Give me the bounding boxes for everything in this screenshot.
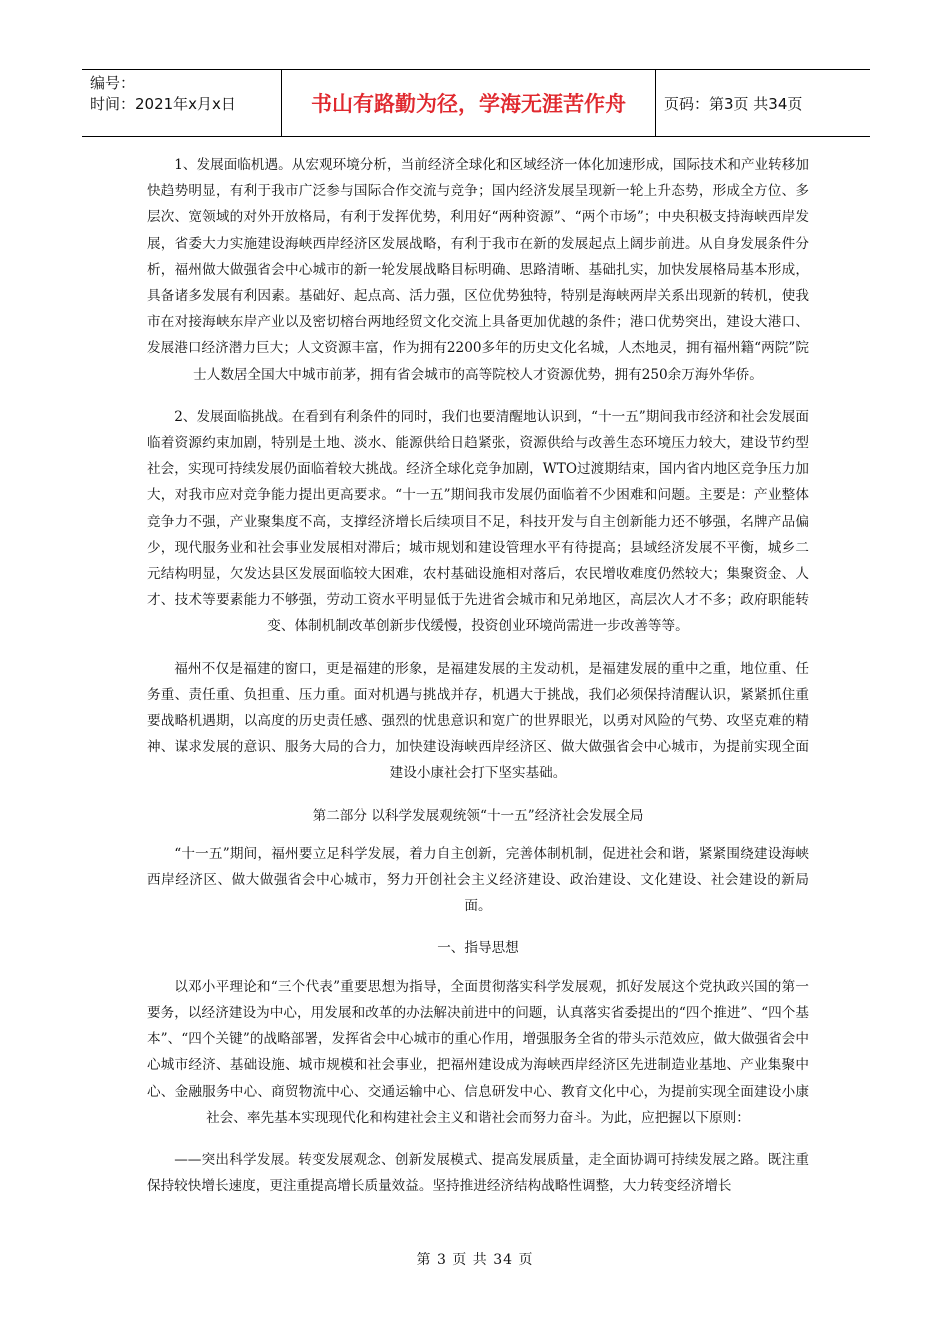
section-heading: 一、指导思想 bbox=[437, 940, 519, 957]
header-table bbox=[82, 69, 870, 137]
document-body bbox=[147, 152, 809, 1215]
page-footer: 第 3 页 共 34 页 bbox=[416, 1252, 534, 1268]
paragraph-opportunity: 1、发展面临机遇。从宏观环境分析，当前经济全球化和区域经济一体化加速形成，国际技术和产业转移加快趋势明显，有利于我市广泛参与国际合作交流与竞争；国内经济发展呈现新一轮上升态势，形成全方位、多层次、宽领域的对外开放格局，有利于发挥优势，利用好“两种资源”、“两个市场”；中央积极支持海峡西岸发展，省委大力实施建设海峡西岸经济区发展战略，有利于我市在新的发展起点上阔步前进。从自身发展条件分析，福州做大做强省会中心城市的新一轮发展战略目标明确、思路清晰、基础扎实，加快发展格局基本形成，具备诸多发展有利因素。基础好、起点高、活力强，区位优势独特，特别是海峡两岸关系出现新的转机，使我市在对接海峡东岸产业以及密切榕台两地经贸文化交流上具备更加优越的条件；港口优势突出，建设大港口、发展港口经济潜力巨大；人文资源丰富，作为拥有2200多年的历史文化名城，人杰地灵，拥有福州籍“两院”院士人数居全国大中城市前茅，拥有省会城市的高等院校人才资源优势，拥有250余万海外华侨。 bbox=[147, 157, 809, 383]
part-heading: 第二部分 以科学发展观统领“十一五”经济社会发展全局 bbox=[312, 807, 644, 824]
header-meta bbox=[82, 70, 282, 136]
header-motto: 书山有路勤为径，学海无涯苦作舟 bbox=[282, 70, 656, 136]
serial-label: 编号： bbox=[90, 74, 136, 92]
paragraph-guiding-thought: 以邓小平理论和“三个代表”重要思想为指导，全面贯彻落实科学发展观，抓好发展这个党执政兴国的第一要务，以经济建设为中心，用发展和改革的办法解决前进中的问题，认真落实省委提出的“四个推进”、“四个基本”、“四个关键”的战略部署，发挥省会中心城市的重心作用，增强服务全省的带头示范效应，做大做强省会中心城市经济、基础设施、城市规模和社会事业，把福州建设成为海峡西岸经济区先进制造业基地、产业集聚中心、金融服务中心、商贸物流中心、交通运输中心、信息研发中心、教育文化中心，为提前实现全面建设小康社会、率先基本实现现代化和构建社会主义和谐社会而努力奋斗。为此，应把握以下原则： bbox=[147, 978, 809, 1126]
paragraph-part-intro: “十一五”期间，福州要立足科学发展，着力自主创新，完善体制机制，促进社会和谐，紧紧围绕建设海峡西岸经济区、做大做强省会中心城市，努力开创社会主义经济建设、政治建设、文化建设、社会建设的新局面。 bbox=[147, 845, 809, 915]
paragraph-fuzhou: 福州不仅是福建的窗口，更是福建的形象，是福建发展的主发动机，是福建发展的重中之重，地位重、任务重、责任重、负担重、压力重。面对机遇与挑战并存，机遇大于挑战，我们必须保持清醒认识，紧紧抓住重要战略机遇期，以高度的历史责任感、强烈的忧患意识和宽广的世界眼光，以勇对风险的气势、攻坚克难的精神、谋求发展的意识、服务大局的合力，加快建设海峡西岸经济区、做大做强省会中心城市，为提前实现全面建设小康社会打下坚实基础。 bbox=[147, 660, 809, 782]
paragraph-principle: ——突出科学发展。转变发展观念、创新发展模式、提高发展质量，走全面协调可持续发展之路。既注重保持较快增长速度，更注重提高增长质量效益。坚持推进经济结构战略性调整，大力转变经济增长 bbox=[147, 1151, 809, 1195]
paragraph-challenge: 2、发展面临挑战。在看到有利条件的同时，我们也要清醒地认识到，“十一五”期间我市经济和社会发展面临着资源约束加剧，特别是土地、淡水、能源供给日趋紧张，资源供给与改善生态环境压力较大，建设节约型社会，实现可持续发展仍面临着较大挑战。经济全球化竞争加剧，WTO过渡期结束，国内省内地区竞争压力加大，对我市应对竞争能力提出更高要求。“十一五”期间我市发展仍面临着不少困难和问题。主要是：产业整体竞争力不强，产业聚集度不高，支撑经济增长后续项目不足，科技开发与自主创新能力还不够强，名牌产品偏少，现代服务业和社会事业发展相对滞后；城市规划和建设管理水平有待提高；县域经济发展不平衡，城乡二元结构明显，欠发达县区发展面临较大困难，农村基础设施相对落后，农民增收难度仍然较大；集聚资金、人才、技术等要素能力不够强，劳动工资水平明显低于先进省会城市和兄弟地区，高层次人才不多；政府职能转变、体制机制改革创新步伐缓慢，投资创业环境尚需进一步改善等等。 bbox=[147, 408, 809, 635]
header-page-number: 页码：第3页 共34页 bbox=[664, 94, 803, 113]
time-label: 时间：2021年x月x日 bbox=[90, 95, 236, 113]
